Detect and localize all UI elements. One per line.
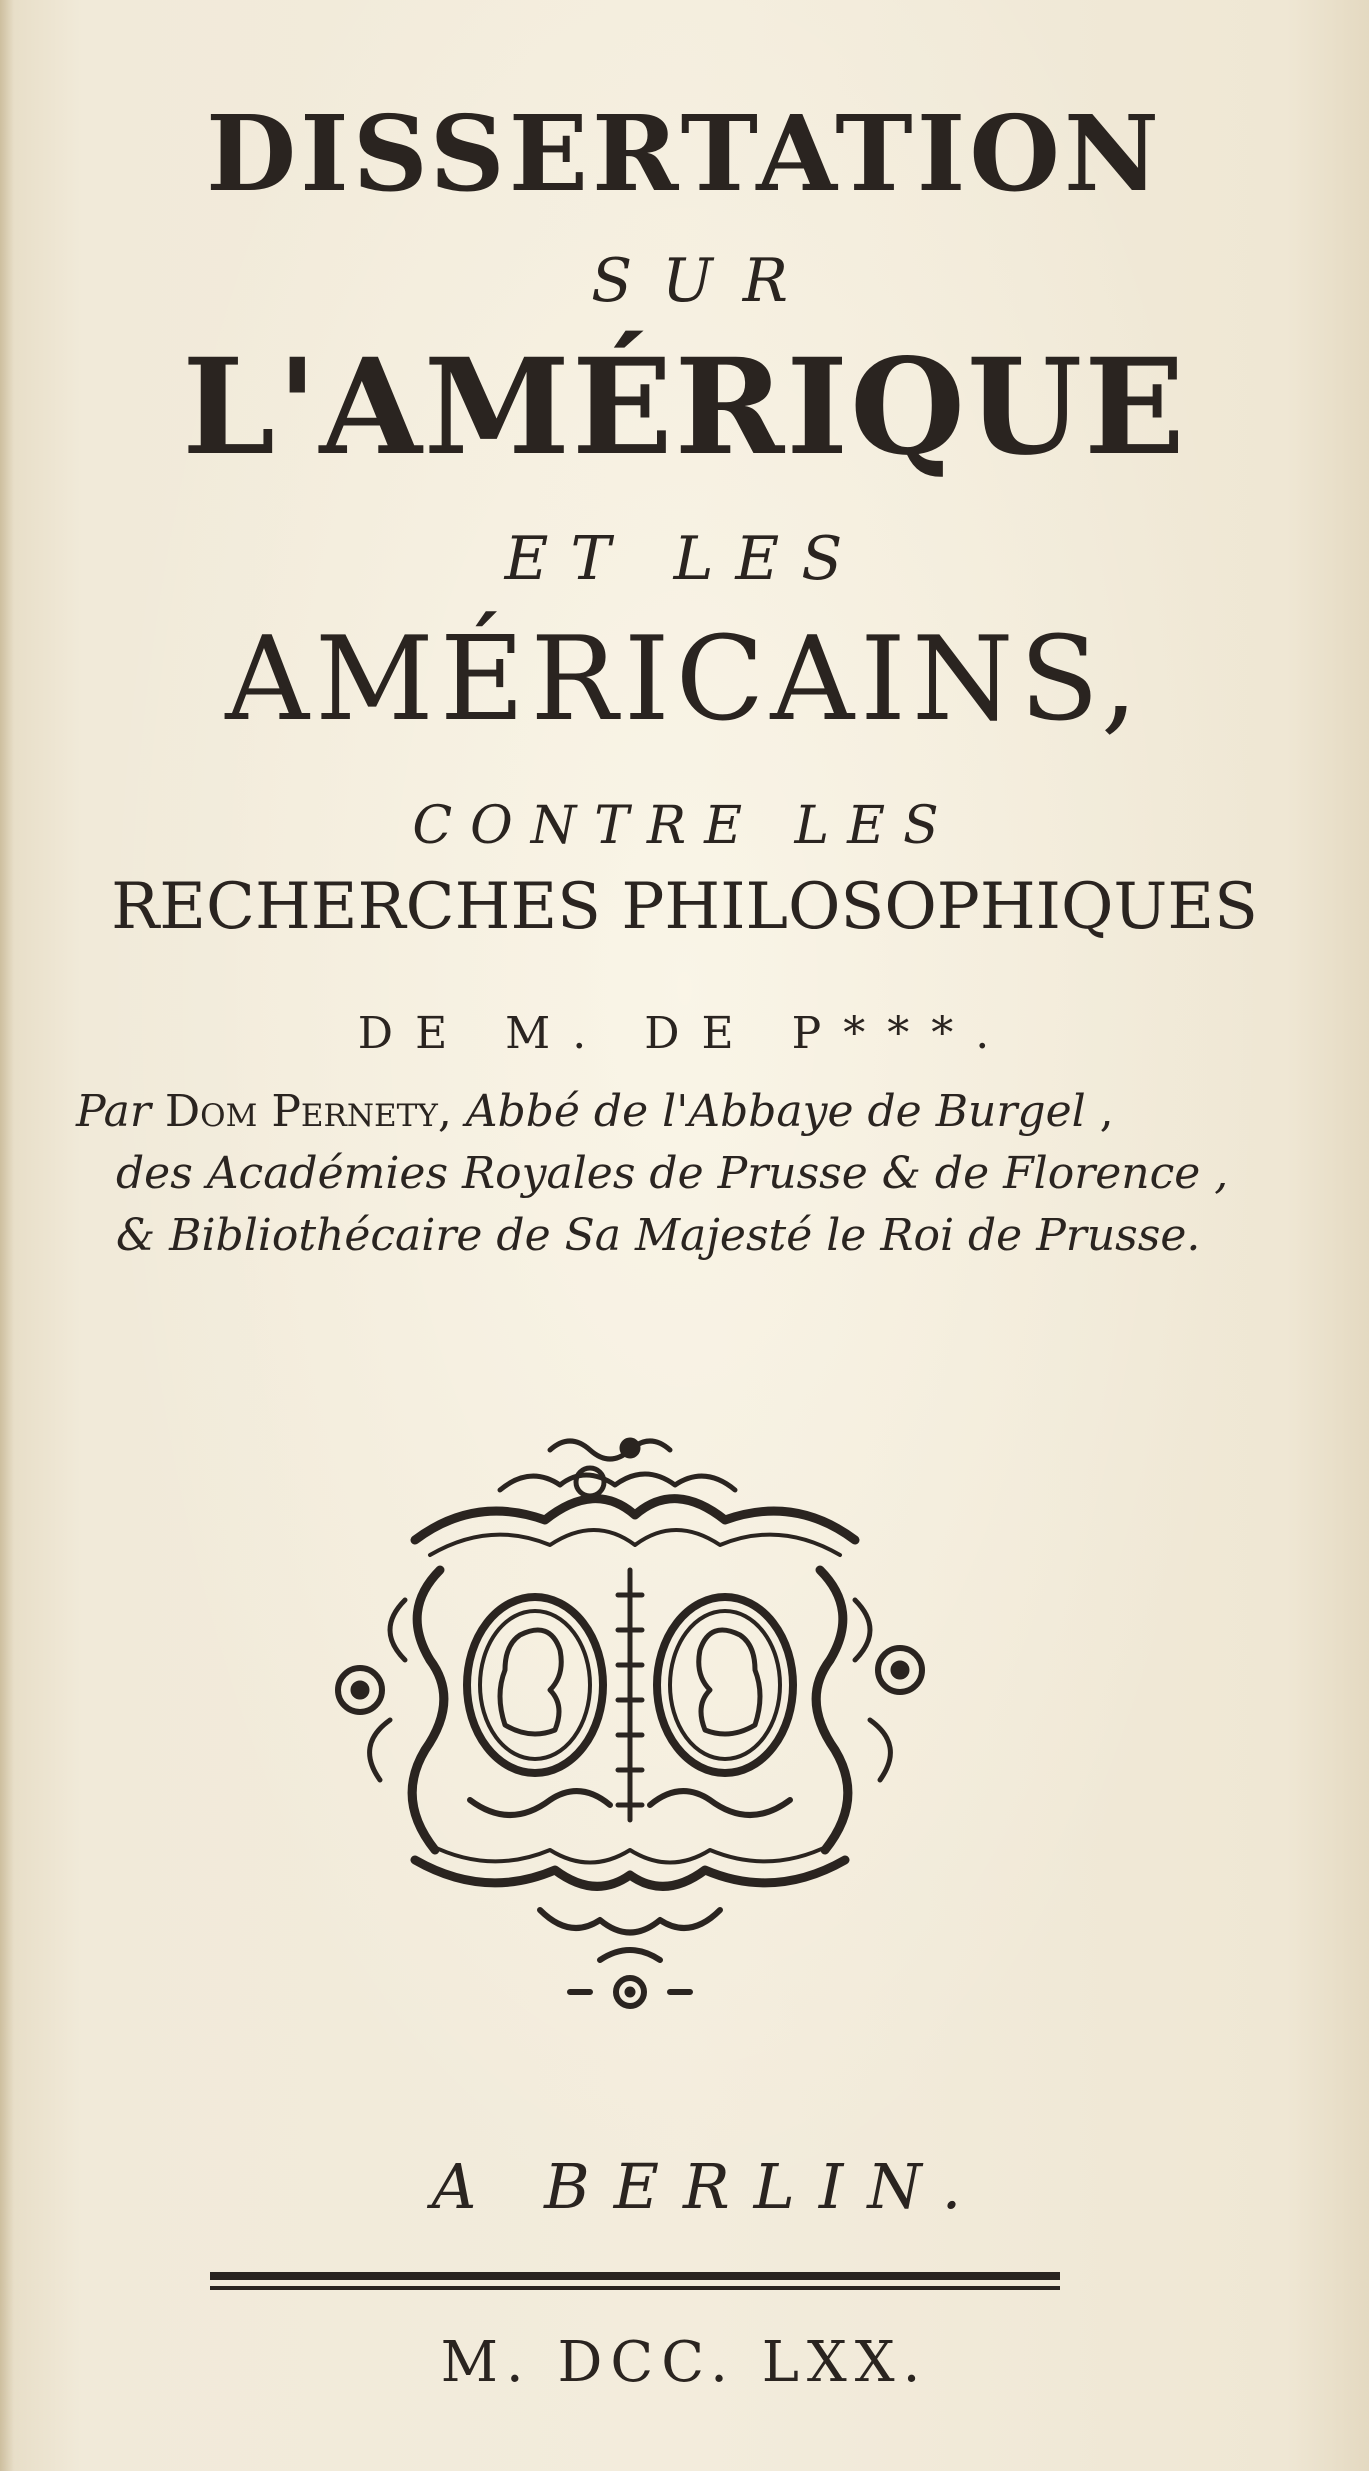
double-rule-divider [210,2270,1060,2296]
imprint-date: M. DCC. LXX. [440,2330,929,2395]
author-name: Dom Pernety [164,1086,438,1137]
title-line-recherches: RECHERCHES PHILOSOPHIQUES [111,870,1258,944]
author-line-3: & Bibliothécaire de Sa Majesté le Roi de Prusse. [116,1210,1201,1261]
title-line-de-m-de-p: DE M. DE P***. [357,1008,1012,1059]
title-line-sur: SUR [591,246,818,316]
imprint-place: A BERLIN. [431,2150,986,2223]
author-line-1: Par Dom Pernety, Abbé de l'Abbaye de Burgel , [76,1086,1114,1137]
title-line-et-les: ET LES [504,524,865,594]
title-line-americains: AMÉRICAINS, [225,612,1144,747]
title-line-contre-les: CONTRE LES [412,796,957,856]
author-title: Abbé de l'Abbaye de Burgel [465,1086,1086,1137]
title-line-amerique: L'AMÉRIQUE [182,330,1187,485]
author-line-2: des Académies Royales de Prusse & de Florence , [116,1148,1229,1199]
printers-ornament-icon [320,1420,940,2020]
title-line-dissertation: DISSERTATION [205,92,1164,215]
author-prefix: Par [76,1086,151,1137]
